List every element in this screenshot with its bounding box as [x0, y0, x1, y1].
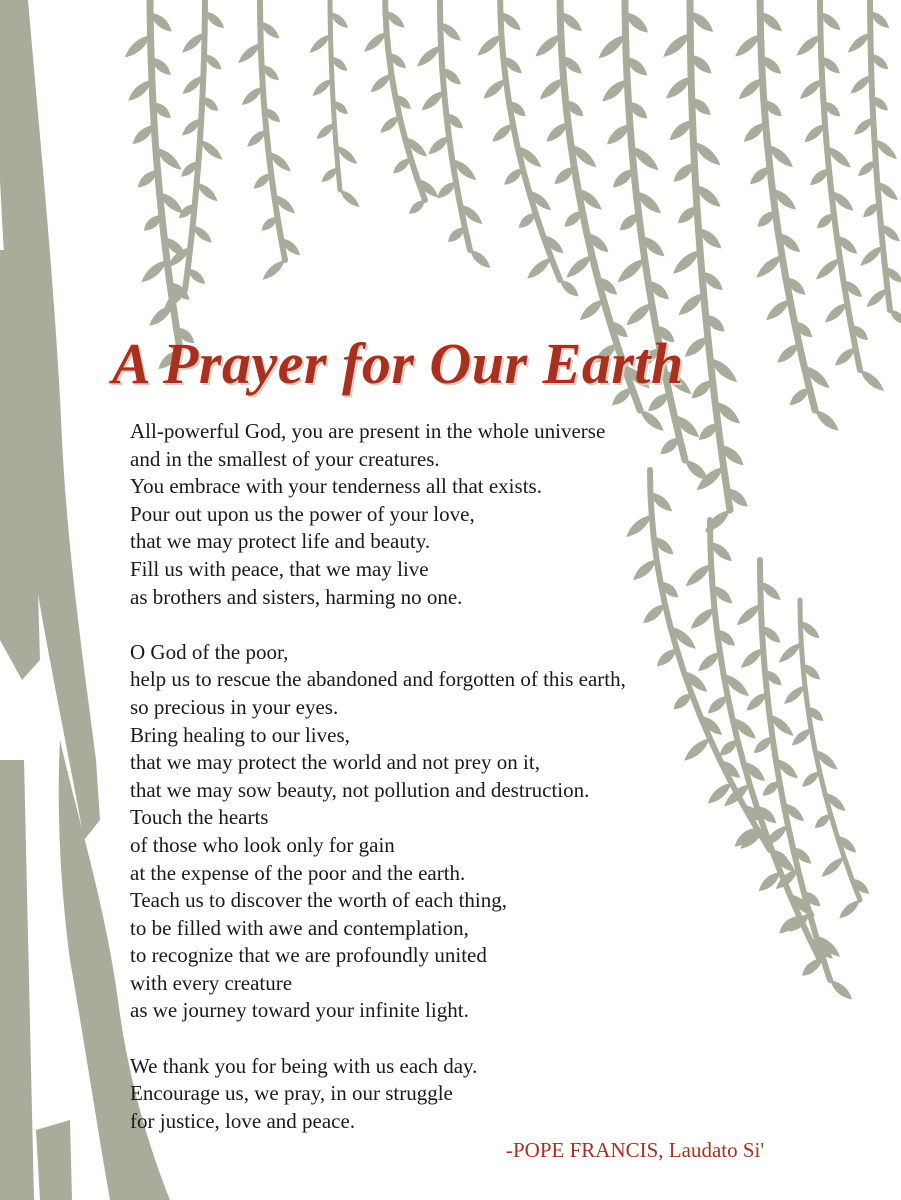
leaf-shape: [546, 123, 568, 142]
leaf-shape: [613, 169, 634, 188]
leaf-shape: [380, 116, 399, 133]
leaf-shape: [602, 80, 627, 102]
leaf-shape: [483, 79, 505, 99]
leaf-shape: [685, 337, 708, 357]
prayer-line: with every creature: [130, 970, 293, 995]
leaf-shape: [691, 608, 715, 629]
leaf-shape: [393, 158, 411, 173]
leaf-shape: [540, 78, 564, 99]
prayer-line: to recognize that we are profoundly united: [130, 943, 487, 968]
prayer-line: Bring healing to our lives,: [130, 722, 350, 747]
leaf-shape: [317, 123, 335, 139]
prayer-line: We thank you for being with us each day.: [130, 1053, 478, 1078]
leaf-shape: [340, 190, 360, 207]
leaf-shape: [197, 183, 218, 201]
prayer-line: of those who look only for gain: [130, 832, 395, 857]
leaf-shape: [858, 161, 876, 176]
leaf-shape: [519, 213, 536, 228]
leaf-shape: [802, 771, 820, 786]
leaf-shape: [188, 269, 205, 284]
leaf-shape: [756, 255, 782, 277]
leaf-shape: [564, 211, 582, 227]
leaf-shape: [674, 694, 692, 710]
leaf-shape: [633, 559, 657, 580]
leaf-shape: [720, 740, 738, 756]
stanza-3: [130, 1053, 626, 1136]
leaf-shape: [144, 215, 162, 231]
leaf-shape: [822, 857, 845, 877]
prayer-line: Encourage us, we pray, in our struggle: [130, 1081, 453, 1106]
leaf-shape: [835, 348, 855, 366]
leaf-shape: [193, 226, 212, 243]
leaf-shape: [817, 214, 834, 229]
leaf-shape: [626, 515, 652, 537]
leaf-shape: [830, 980, 852, 1000]
prayer-line: You embrace with your tenderness all that exists.: [130, 474, 542, 499]
leaf-shape: [851, 75, 872, 93]
leaf-shape: [666, 77, 691, 99]
leaf-shape: [310, 34, 331, 53]
prayer-line: so precious in your eyes.: [130, 694, 339, 719]
leaf-shape: [692, 380, 713, 398]
leaf-shape: [247, 130, 266, 147]
leaf-shape: [670, 120, 693, 140]
prayer-line: as we journey toward your infinite light.: [130, 998, 469, 1023]
leaf-shape: [263, 260, 286, 280]
prayer-line: that we may protect life and beauty.: [130, 529, 431, 554]
leaf-shape: [141, 260, 167, 282]
leaf-shape: [527, 258, 551, 279]
leaf-shape: [684, 738, 710, 761]
prayer-line: Pour out upon us the power of your love,: [130, 501, 475, 526]
leaf-shape: [848, 33, 871, 53]
leaf-shape: [698, 652, 720, 671]
prayer-text: [130, 418, 626, 1135]
leaf-shape: [504, 169, 523, 185]
leaf-shape: [679, 293, 704, 315]
leaf-shape: [800, 79, 822, 99]
leaf-shape: [839, 900, 860, 918]
leaf-shape: [708, 696, 728, 713]
leaf-shape: [699, 423, 718, 440]
leaf-shape: [805, 124, 826, 142]
prayer-line: as brothers and sisters, harming no one.: [130, 584, 463, 609]
leaf-shape: [417, 46, 441, 67]
leaf-shape: [133, 125, 155, 144]
leaf-shape: [779, 643, 802, 663]
leaf-shape: [200, 140, 223, 160]
leaf-shape: [815, 410, 839, 431]
leaf-shape: [535, 34, 561, 56]
prayer-line: Teach us to discover the worth of each thing,: [130, 888, 507, 913]
leaf-shape: [815, 814, 831, 828]
prayer-line: All-powerful God, you are present in the whole universe: [130, 419, 606, 443]
leaf-shape: [138, 170, 158, 187]
leaf-shape: [735, 34, 761, 56]
stanza-2: [130, 639, 626, 1025]
prayer-line: and in the smallest of your creatures.: [130, 446, 440, 471]
stanza-1: [130, 418, 626, 611]
prayer-line: for justice, love and peace.: [130, 1108, 356, 1133]
leaf-shape: [437, 182, 456, 198]
leaf-shape: [640, 410, 664, 431]
leaf-shape: [477, 35, 501, 56]
page-title: A Prayer for Our Earth: [112, 331, 684, 396]
leaf-shape: [867, 289, 888, 307]
leaf-shape: [674, 163, 695, 181]
leaf-shape: [737, 604, 761, 625]
signature-attribution: -POPE FRANCIS, Laudato Si': [506, 1138, 765, 1162]
leaf-shape: [810, 169, 829, 185]
leaf-shape: [618, 259, 645, 283]
frond-stem: [330, 0, 340, 190]
leaf-shape: [599, 35, 626, 59]
leaf-shape: [409, 200, 425, 214]
prayer-line: O God of the poor,: [130, 639, 289, 664]
leaf-shape: [422, 91, 444, 111]
leaf-shape: [747, 693, 768, 711]
leaf-shape: [566, 255, 592, 277]
leaf-shape: [784, 686, 805, 704]
leaf-shape: [777, 344, 799, 363]
leaf-shape: [242, 87, 263, 105]
leaf-shape: [607, 124, 630, 144]
leaf-shape: [757, 211, 775, 227]
leaf-shape: [766, 300, 790, 321]
leaf-shape: [492, 124, 513, 142]
leaf-shape: [254, 173, 272, 188]
leaf-shape: [890, 310, 901, 324]
leaf-shape: [620, 214, 639, 231]
prayer-line: to be filled with awe and contemplation,: [130, 915, 469, 940]
leaf-shape: [663, 33, 690, 57]
leaf-shape: [816, 258, 840, 279]
leaf-shape: [739, 78, 763, 99]
leaf-shape: [860, 370, 884, 391]
prayer-line: help us to rescue the abandoned and forgotten of this earth,: [130, 667, 626, 692]
leaf-shape: [560, 280, 579, 296]
leaf-shape: [763, 781, 780, 796]
leaf-shape: [238, 43, 261, 63]
leaf-shape: [627, 303, 652, 325]
prayer-line: that we may sow beauty, not pollution and destruction.: [130, 777, 590, 802]
leaf-shape: [313, 79, 333, 96]
leaf-shape: [429, 136, 449, 154]
leaf-shape: [580, 300, 604, 321]
frond-stem: [800, 600, 860, 900]
leaf-shape: [790, 388, 810, 405]
prayer-line: that we may protect the world and not prey on it,: [130, 750, 540, 775]
leaf-shape: [322, 168, 338, 182]
leaf-shape: [854, 118, 873, 135]
leaf-shape: [262, 217, 278, 231]
leaf-shape: [364, 32, 387, 52]
leaf-shape: [860, 246, 883, 266]
leaf-shape: [125, 35, 151, 57]
leaf-shape: [149, 305, 173, 326]
leaf-shape: [754, 737, 773, 753]
leaf-shape: [643, 604, 665, 623]
leaf-shape: [448, 227, 465, 242]
leaf-shape: [371, 74, 392, 92]
prayer-line: Touch the hearts: [130, 805, 269, 830]
leaf-shape: [657, 649, 677, 666]
leaf-shape: [686, 564, 712, 586]
leaf-shape: [825, 303, 847, 323]
leaf-shape: [128, 80, 152, 101]
leaf-shape: [554, 167, 574, 184]
leaf-shape: [741, 648, 763, 668]
leaf-shape: [661, 438, 680, 455]
leaf-shape: [673, 250, 700, 274]
leaf-shape: [470, 250, 490, 268]
leaf-shape: [750, 167, 770, 184]
leaf-shape: [792, 729, 811, 746]
leaf-shape: [744, 123, 766, 142]
leaf-shape: [797, 35, 821, 56]
prayer-line: at the expense of the poor and the earth.: [130, 860, 466, 885]
prayer-line: Fill us with peace, that we may live: [130, 556, 429, 581]
